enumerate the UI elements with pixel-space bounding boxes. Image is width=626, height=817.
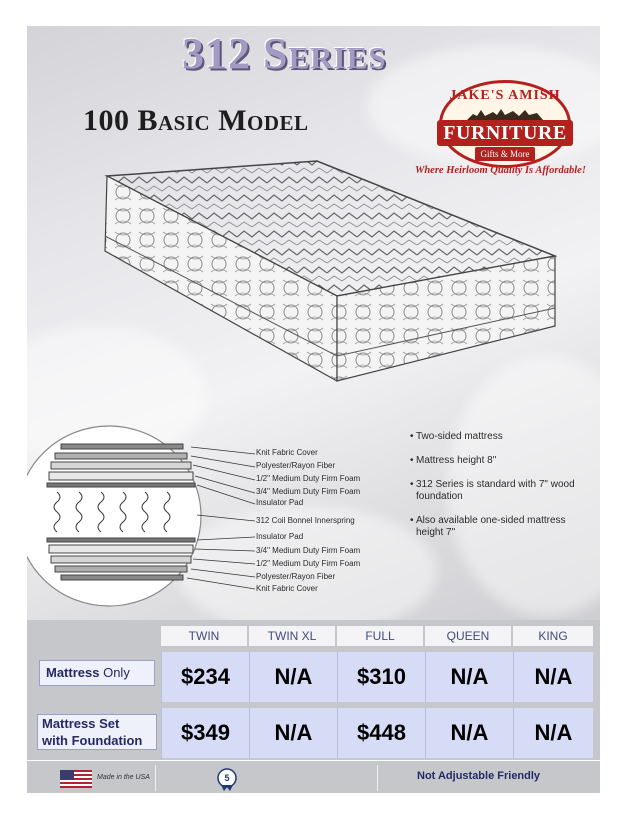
column-header-king: KING	[513, 626, 593, 646]
series-title: 312 Series	[182, 29, 387, 78]
us-flag-icon	[60, 770, 92, 788]
layer-label: Polyester/Rayon Fiber	[256, 461, 336, 470]
layer-label: 3/4" Medium Duty Firm Foam	[256, 546, 361, 555]
row-label-main: Mattress	[46, 665, 100, 680]
row-label-mattress-set	[37, 714, 157, 750]
model-title: 100 Basic Model	[83, 104, 309, 137]
logo-tagline: Where Heirloom Quality Is Affordable!	[415, 165, 586, 176]
feature-item: • 312 Series is standard with 7" wood foundation	[410, 479, 590, 503]
feature-item: • Also available one-sided mattress height 7"	[410, 515, 590, 539]
column-header-twin: TWIN	[161, 626, 247, 646]
price-cell: N/A	[425, 652, 513, 702]
price-cell: $234	[161, 652, 249, 702]
layer-label: 1/2" Medium Duty Firm Foam	[256, 559, 361, 568]
layer-label: Polyester/Rayon Fiber	[256, 572, 336, 581]
price-cell: N/A	[249, 708, 337, 758]
feature-item: • Two-sided mattress	[410, 431, 590, 443]
price-table	[27, 620, 600, 760]
price-cell: N/A	[425, 708, 513, 758]
price-cell: $448	[337, 708, 425, 758]
product-photo	[27, 26, 600, 620]
row-label-extra: with Foundation	[42, 733, 143, 748]
layer-label: Insulator Pad	[256, 498, 304, 507]
row-label-main: Mattress Set	[42, 716, 120, 731]
mattress-illustration	[87, 156, 557, 416]
logo-sub-text: Gifts & More	[475, 147, 535, 161]
warranty-badge-icon	[216, 767, 238, 791]
price-cell: N/A	[249, 652, 337, 702]
layer-label: Insulator Pad	[256, 532, 304, 541]
layer-label: Knit Fabric Cover	[256, 584, 318, 593]
layer-label: 3/4" Medium Duty Firm Foam	[256, 487, 361, 496]
farm-silhouette-icon	[467, 106, 543, 120]
warranty-badge-number: 5	[224, 773, 230, 783]
footer-bar	[27, 760, 600, 793]
column-header-queen: QUEEN	[425, 626, 511, 646]
price-cell: N/A	[513, 652, 593, 702]
store-logo	[439, 80, 571, 168]
logo-main-text: FURNITURE	[437, 120, 573, 146]
column-header-twin-xl: TWIN XL	[249, 626, 335, 646]
column-header-full: FULL	[337, 626, 423, 646]
feature-item: • Mattress height 8"	[410, 455, 590, 467]
row-label-extra: Only	[103, 665, 130, 680]
made-in-usa-text: Made in the USA	[97, 774, 150, 781]
price-cell: $349	[161, 708, 249, 758]
feature-list	[410, 431, 590, 551]
layer-label: 1/2" Medium Duty Firm Foam	[256, 474, 361, 483]
price-cell: $310	[337, 652, 425, 702]
flyer	[27, 26, 600, 793]
row-label-mattress-only	[39, 660, 155, 686]
not-adjustable-note: Not Adjustable Friendly	[417, 770, 541, 782]
layer-label: Knit Fabric Cover	[256, 448, 318, 457]
price-cell: N/A	[513, 708, 593, 758]
cross-section-diagram	[27, 422, 267, 610]
layer-label: 312 Coil Bonnel Innerspring	[256, 516, 355, 525]
logo-top-text: JAKE'S AMISH	[449, 88, 561, 103]
